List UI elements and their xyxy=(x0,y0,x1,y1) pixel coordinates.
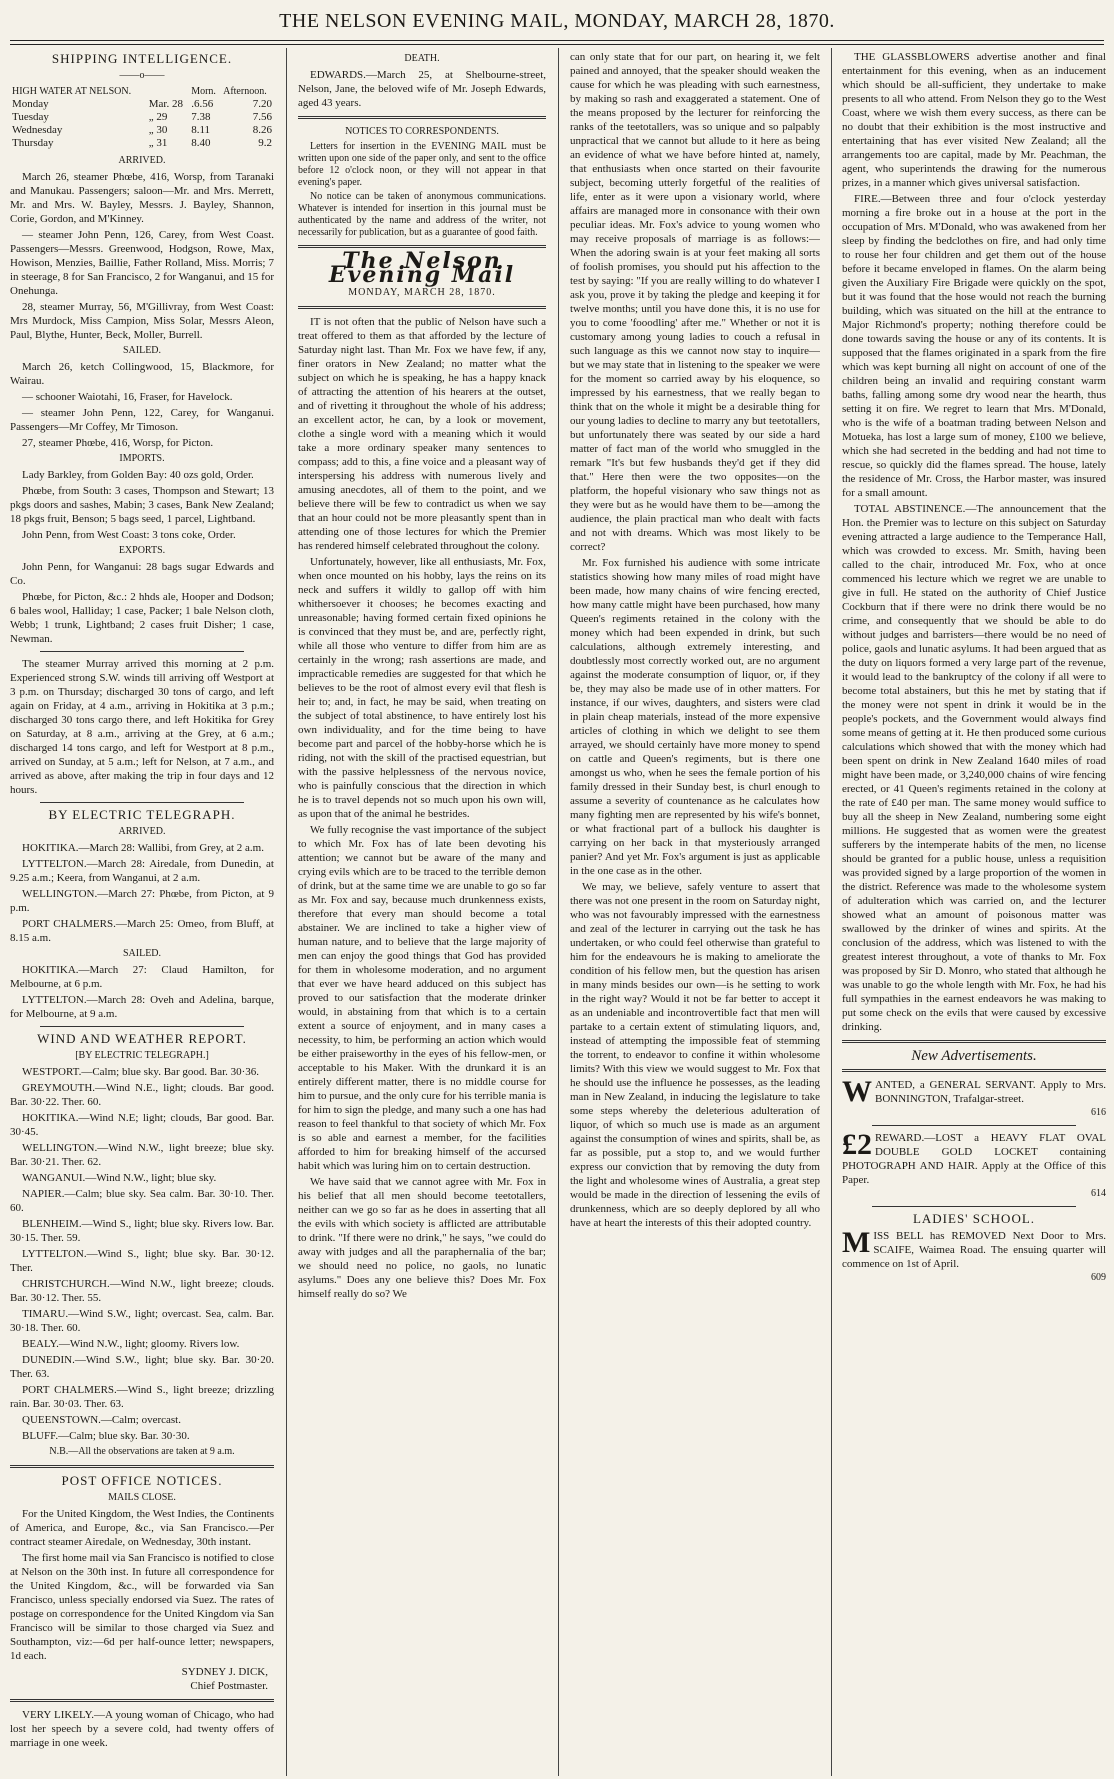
paper-nameplate: The Nelson Evening Mail xyxy=(328,248,516,288)
arrived-entry: — steamer John Penn, 126, Carey, from West Coast. Passengers—Messrs. Greenwood, Hodgson, Rowe, Max, Howison, Menzies, Baillie, Father Rolland, Miss. Morris; 7 in steerage, 8 for San Francisco, 2 for Wanganui, and 15 for Onehunga. xyxy=(10,229,274,297)
telegraph-arrived-heading: ARRIVED. xyxy=(118,826,166,837)
weather-subtitle: [BY ELECTRIC TELEGRAPH.] xyxy=(75,1050,209,1061)
wanted-advertisement xyxy=(842,1075,1106,1120)
arrived-heading: ARRIVED. xyxy=(118,155,166,166)
double-rule xyxy=(298,116,546,119)
export-entry: Phœbe, for Picton, &c.: 2 hhds ale, Hooper and Dodson; 6 bales wool, Halliday; 1 case, Packer; 1 bale Nelson cloth, Webb; 1 trunk, Lightband; 2 cases fruit Disher; 1 case, Newman. xyxy=(10,591,274,645)
postmaster-title: Chief Postmaster. xyxy=(190,1680,268,1692)
divider xyxy=(40,1026,244,1027)
ornament: ——o—— xyxy=(119,70,165,81)
shipping-title: SHIPPING INTELLIGENCE. xyxy=(51,51,233,66)
arrived-entry: 28, steamer Murray, 56, M'Gillivray, from West Coast: Mrs Murdock, Miss Campion, Miss Solar, Messrs Aleon, Paul, Blythe, Hunter, Beck, Moller, Burrell. xyxy=(10,301,274,341)
sailed-entry: 27, steamer Phœbe, 416, Worsp, for Picton. xyxy=(22,437,214,449)
reward-text: REWARD.—LOST a HEAVY FLAT OVAL DOUBLE GOLD LOCKET containing PHOTOGRAPH AND HAIR. Apply at the Office of this Paper. xyxy=(842,1132,1106,1186)
notices-paragraph: No notice can be taken of anonymous communications. Whatever is intended for insertion in this journal must be authenticated by the name and address of the writer, not necessarily for publication, but as a guarantee of good faith. xyxy=(298,191,546,238)
drop-cap: M xyxy=(842,1226,871,1259)
death-notice: EDWARDS.—March 25, at Shelbourne-street, Nelson, Jane, the beloved wife of Mr. Joseph Edwards, aged 43 years. xyxy=(298,69,546,109)
weather-entry: TIMARU.—Wind S.W., light; overcast. Sea, calm. Bar. 30·18. Ther. 60. xyxy=(10,1308,274,1334)
double-rule xyxy=(10,1465,274,1468)
weather-entry: WELLINGTON.—Wind N.W., light breeze; blue sky. Bar. 30·21. Ther. 62. xyxy=(10,1142,274,1168)
column-rule xyxy=(558,48,559,1776)
telegraph-arrived-entry: PORT CHALMERS.—March 25: Omeo, from Bluff, at 8.15 a.m. xyxy=(10,918,274,944)
reward-advertisement xyxy=(842,1128,1106,1201)
divider xyxy=(40,802,244,803)
weather-entry: BLENHEIM.—Wind S., light; blue sky. Rivers low. Bar. 30·15. Ther. 59. xyxy=(10,1218,274,1244)
tide-heading: HIGH WATER AT NELSON. xyxy=(12,86,132,97)
weather-entry: GREYMOUTH.—Wind N.E., light; clouds. Bar good. Bar. 30·22. Ther. 60. xyxy=(10,1082,274,1108)
tide-row: Thursday „ 31 8.40 9.2 xyxy=(12,137,272,149)
double-rule xyxy=(842,1069,1106,1072)
postmaster-signature: SYDNEY J. DICK, xyxy=(181,1666,268,1678)
sailed-entry: — schooner Waiotahi, 16, Fraser, for Havelock. xyxy=(22,391,233,403)
post-subtitle: MAILS CLOSE. xyxy=(108,1492,176,1503)
double-rule xyxy=(10,1699,274,1702)
telegraph-sailed-entry: LYTTELTON.—March 28: Oveh and Adelina, barque, for Melbourne, at 9 a.m. xyxy=(10,994,274,1020)
divider xyxy=(872,1206,1076,1207)
double-rule xyxy=(842,1040,1106,1043)
leader-paragraph: Mr. Fox furnished his audience with some intricate statistics showing how many miles of road might have been made, how many chains of wire fencing erected, how many cattle might have been purchased, how many Queen's regiments retained in the colony with the money which had been expended in drink, but such calculations, although extremely interesting, and doubtlessly most correctly worked out, are no argument against the moderate consumption of liquor, or, if they be, they may also be made use of in other matters. For instance, if our wives, daughters, and sisters were clad in plain cheap materials, instead of the more expensive articles of clothing in which we delight to see them arrayed, we should certainly have more money to spend on cattle and Queen's regiments, but is there one amongst us who, when he sees the female portion of his family dressed in their Sunday best, is churl enough to assume a severity of countenance as he calculates how many fighting men are represented by his wife's bonnet, or what fractional part of a bullock his daughter is carrying on her back in that mysteriously arranged panier? And yet Mr. Fox's argument is just as applicable in the one case as in the other. xyxy=(570,557,820,877)
telegraph-arrived-entry: WELLINGTON.—March 27: Phœbe, from Picton, at 9 p.m. xyxy=(10,888,274,914)
masthead: THE NELSON EVENING MAIL, MONDAY, MARCH 28, 1870. xyxy=(279,10,835,32)
weather-entry: PORT CHALMERS.—Wind S., light breeze; drizzling rain. Bar. 30·03. Ther. 63. xyxy=(10,1384,274,1410)
leader-paragraph: We may, we believe, safely venture to assert that there was not one present in the room on Saturday night, who was not favourably impressed with the earnestness and zeal of the lecturer in carrying out the task he has undertaken, or who could feel otherwise than grateful to him for the endeavours he is making to ameliorate the condition of his fellow men, but the question has arisen in many minds besides our own—is he setting to work in the right way? Would it not be far better to accept it as an undeniable and incontrovertible fact that men will partake to a certain extent of stimulating liquors, and, instead of attempting the impossible feat of stemming the torrent, to endeavor to confine it within wholesome limits? With this view we would suggest to Mr. Fox that he should use the influence he possesses, as the leading man in New Zealand, in inducing the legislature to take some steps whereby the deleterious adulteration of liquor, of which so much use is made as an argument against the consumption of wines and spirits, shall be, as far as possible, put a stop to, and we would further express our conviction that by removing the duty from the light and wholesome wines of Australia, a great step would be made in the direction of lessening the evils of drunkenness, which are so deeply deplored by all who have at heart the interests of this their adopted country. xyxy=(570,881,820,1229)
leader-paragraph: IT is not often that the public of Nelson have such a treat offered to them as that afforded by the lecture of Saturday night last. Than Mr. Fox we have few, if any, finer orators in New Zealand; no matter what the subject on which he is speaking, he has a happy knack of attracting the attention of his hearers at the outset, and of rivetting it throughout the whole of his address; an excellent actor, he can, by a look or movement, clothe a single word with a meaning which it would take a more ordinary speaker many sentences to compass; add to this, a fine voice and a pleasant way of interspersing his address with numerous lively and amusing anecdotes, all of them to the point, and we believe there will be few to contradict us when we say that an hour could not be more pleasantly spent than in attending one of those lectures for which the Premier has rendered himself celebrated throughout the colony. xyxy=(298,316,546,552)
sailed-heading: SAILED. xyxy=(122,345,162,356)
tide-table xyxy=(10,85,274,150)
ad-number: 616 xyxy=(1091,1107,1106,1118)
weather-entry: LYTTELTON.—Wind S., light; blue sky. Bar. 30·12. Ther. xyxy=(10,1248,274,1274)
post-title: POST OFFICE NOTICES. xyxy=(61,1473,223,1488)
very-likely-paragraph: VERY LIKELY.—A young woman of Chicago, who had lost her speech by a severe cold, had twenty offers of marriage in one week. xyxy=(10,1709,274,1749)
tide-col-morn: Morn. xyxy=(191,86,216,97)
notices-paragraph: Letters for insertion in the EVENING MAIL must be written upon one side of the paper only, and sent to the office before 12 o'clock noon, or they will not appear in that evening's paper. xyxy=(298,141,546,188)
column-4 xyxy=(842,50,1106,1775)
weather-entry: WANGANUI.—Wind N.W., light; blue sky. xyxy=(22,1172,217,1184)
telegraph-sailed-heading: SAILED. xyxy=(122,948,162,959)
post-paragraph: The first home mail via San Francisco is notified to close at Nelson on the 30th inst. In future all correspondence for the United Kingdom, &c., will be forwarded via San Francisco, unless specially endorsed via Suez. The rates of postage on correspondence for the United Kingdom via San Francisco will be similar to those charged via Suez and Southampton, viz:—6d per half-ounce letter; newspapers, 1d each. xyxy=(10,1552,274,1662)
glassblowers-paragraph: THE GLASSBLOWERS advertise another and final entertainment for this evening, when as an inducement which should be all-sufficient, they undertake to make presents to all who attend. From Nelson they go to the West Coast, where we wish them every success, as there can be no doubt that their exhibition is the most instructive and entertaining that has ever visited New Zealand; all the arrangements too are capital, made by Mr. Peachman, the agent, who superintends the drawing for the numerous prizes, in a manner which gives universal satisfaction. xyxy=(842,51,1106,189)
exports-heading: EXPORTS. xyxy=(118,545,166,556)
import-entry: Phœbe, from South: 3 cases, Thompson and Stewart; 13 pkgs doors and sashes, Mabin; 3 cases, Bank New Zealand; 18 pkgs fruit, Benson; 5 bags seed, 1 parcel, Lightband. xyxy=(10,485,274,525)
tide-row: Monday Mar. 28 .6.56 7.20 xyxy=(12,98,272,110)
masthead-rule xyxy=(10,40,1104,41)
weather-title: WIND AND WEATHER REPORT. xyxy=(37,1031,247,1046)
ladies-school-heading: LADIES' SCHOOL. xyxy=(912,1211,1036,1226)
telegraph-arrived-entry: LYTTELTON.—March 28: Airedale, from Dunedin, at 9.25 a.m.; Keera, from Wanganui, at 2 a.m. xyxy=(10,858,274,884)
tide-col-afternoon: Afternoon. xyxy=(223,86,267,97)
weather-entry: QUEENSTOWN.—Calm; overcast. xyxy=(22,1414,181,1426)
weather-entry: WESTPORT.—Calm; blue sky. Bar good. Bar. 30·36. xyxy=(22,1066,260,1078)
new-advertisements-heading: New Advertisements. xyxy=(911,1048,1037,1064)
fire-paragraph: FIRE.—Between three and four o'clock yesterday morning a fire broke out in a house at the port in the occupation of Mrs. M'Donald, who was awakened from her sleep by finding the bedclothes on fire, and had only time to rouse her four children and get them out of the house before it became enveloped in flames. On the alarm being given the Auxiliary Fire Brigade were quickly on the spot, but it was found that the hose would not reach the burning building, which was situated on the hill at the entrance to Major Richmond's property; nothing therefore could be done towards saving the house or any of its contents. It is supposed that the flames originated in a spark from the fire which was kept burning all night on account of one of the children being an invalid and requiring constant warm baths, falling among some dry wood near the hearth, thus setting it on fire. We regret to learn that Mrs. M'Donald, who is the wife of a boatman trading between Nelson and Motueka, has lost a large sum of money, £100 we believe, which she had secreted in the bedding and had not time to rescue, so quickly did the flames spread. The house, lately the residence of Mr. Cross, the Harbor master, was insured for a small amount. xyxy=(842,193,1106,499)
leader-paragraph: Unfortunately, however, like all enthusiasts, Mr. Fox, when once mounted on his hobby, lays the reins on its neck and suffers it wildly to gallop off with him whithersoever it chooses; he becomes exacting and unreasonable; having formed certain fixed opinions he is convinced that they must be, and are, perfectly right, while all those who venture to differ from him are as certainly in the wrong; rash assertions are made, and impracticable remedies are suggested for that which he believes to be the root of almost every evil that flesh is heir to; and, in fact, he may be said, when treating on the subject of total abstinence, to have entirely lost his own individuality, and for the time being to have become part and parcel of the hobby-horse which he is riding, not with the skill of the practised equestrian, but with the passive helplessness of the nervous novice, who is painfully conscious that the direction in which he is to travel depends not so much upon his own will, as upon that of the animal he bestrides. xyxy=(298,556,546,820)
imports-heading: IMPORTS. xyxy=(119,453,165,464)
telegraph-sailed-entry: HOKITIKA.—March 27: Claud Hamilton, for Melbourne, at 6 p.m. xyxy=(10,964,274,990)
column-rule xyxy=(831,48,832,1776)
school-text: ISS BELL has REMOVED Next Door to Mrs. SCAIFE, Waimea Road. The ensuing quarter will commence on 1st of April. xyxy=(842,1230,1106,1270)
divider xyxy=(40,651,244,652)
sailed-entry: March 26, ketch Collingwood, 15, Blackmore, for Wairau. xyxy=(10,361,274,387)
tide-row: Wednesday „ 30 8.11 8.26 xyxy=(12,124,272,136)
weather-entry: CHRISTCHURCH.—Wind N.W., light breeze; clouds. Bar. 30·12. Ther. 55. xyxy=(10,1278,274,1304)
double-rule xyxy=(298,306,546,309)
post-paragraph: For the United Kingdom, the West Indies, the Continents of America, and Europe, &c., via San Francisco.—Per contract steamer Airedale, on Wednesday, 30th instant. xyxy=(10,1508,274,1548)
leader-paragraph: We have said that we cannot agree with Mr. Fox in his belief that all men should become teetotallers, neither can we go so far as he does in asserting that all the evils with which society is afflicted are attributable to drink. "If there were no drink," he says, "we could do away with judges and all the paraphernalia of the bar; we should need no police, no gaols, no lunatic asylums." Does any one believe this? Does Mr. Fox himself really do so? We xyxy=(298,1176,546,1300)
column-2 xyxy=(298,50,546,1775)
tide-row: Tuesday „ 29 7.38 7.56 xyxy=(12,111,272,123)
death-title: DEATH. xyxy=(404,53,440,64)
sailed-entry: — steamer John Penn, 122, Carey, for Wanganui. Passengers—Mr Coffey, Mr Timoson. xyxy=(10,407,274,433)
weather-entry: BEALY.—Wind N.W., light; gloomy. Rivers low. xyxy=(22,1338,240,1350)
divider xyxy=(872,1125,1076,1126)
telegraph-arrived-entry: HOKITIKA.—March 28: Wallibi, from Grey, at 2 a.m. xyxy=(22,842,264,854)
column-rule xyxy=(286,48,287,1776)
drop-cap: £2 xyxy=(842,1128,872,1161)
school-advertisement xyxy=(842,1226,1106,1285)
export-entry: John Penn, for Wanganui: 28 bags sugar Edwards and Co. xyxy=(10,561,274,587)
column-3 xyxy=(570,50,820,1775)
notices-title: NOTICES TO CORRESPONDENTS. xyxy=(345,126,499,137)
weather-note: N.B.—All the observations are taken at 9 a.m. xyxy=(49,1446,235,1457)
weather-entry: HOKITIKA.—Wind N.E; light; clouds, Bar good. Bar. 30·45. xyxy=(10,1112,274,1138)
leader-continued: can only state that for our part, on hearing it, we felt pained and annoyed, that the speaker should weaken the cause for which he was pleading with such earnestness, by making so rash and exaggerated a statement. One of the means proposed by the lecturer for reinforcing the ranks of the teetotallers, was so unique and so palpably unpractical that we cannot but allude to it here as being an evidence of what we have before hinted at, namely, that enthusiasts when once started on their favourite subject, becoming utterly forgetful of the realities of life, enter as it were upon a visionary world, where affairs are managed more in consonance with their own peculiar ideas. Mr. Fox's advice to young women who may receive proposals of marriage is as follows:—When the adoring swain is at your feet making all sorts of foolish promises, you should put his affection to the test by saying: "If you are really willing to do whatever I ask you, prove it by taking the pledge and keeping it for twelve months; until you have done this, it is no use for you to come 'fooodling' after me." Whether or not it is customary among young ladies to couch a refusal in such language as this we cannot now stay to inquire—but we may state that in listening to the speaker we were for the moment so carried away by his eloquence, so impressed by his earnestness, that we really began to think that on the whole it might be a desirable thing for our young ladies to decline to marry any but teetotallers, but unfortunately there was seated by our side a hard matter of fact man of the world who smuggled in the remark "It's but few husbands they'd get if they did that." Here then were the two opposites—on the platform, the hopeful visionary who saw things not as they were but as he would have them to be—among the audience, the plain practical man who dealt with facts and not with dreams. Which was most likely to be correct? xyxy=(570,51,820,553)
leader-paragraph: We fully recognise the vast importance of the subject to which Mr. Fox has of late been devoting his attention; we cannot but be aware of the many and crying evils which are to be traced to the terrible demon of drink, but at the same time we are unable to go so far as Mr. Fox and say, because much drunkenness exists, therefore that every man should become a total abstainer. We are inclined to take a higher view of human nature, and to believe that the large majority of men can enjoy the good things that God has provided for them in wholesome moderation, and no argument that ever we have heard adduced on this subject has proved to our satisfaction that the moderate drinker would, in abstaining from that which is to a certain extent a source of enjoyment, and in many cases a necessity, to him, be performing an action which would be either praiseworthy in the eyes of his fellow-men, or acceptable to his Maker. With the drunkard it is an entirely different matter, there is no middle course for him to pursue, and the only cure for his terrible mania is for him to sign the pledge, and many such a one has had reason to feel thankful to that society of which Mr. Fox is so able and earnest a member, for the facilities afforded to him for breaking himself of the accursed habit which was luring him on to certain destruction. xyxy=(298,824,546,1172)
masthead-rule-2 xyxy=(10,44,1104,45)
murray-note: The steamer Murray arrived this morning at 2 p.m. Experienced strong S.W. winds till arriving off Westport at 3 p.m. on Thursday; discharged 30 tons of cargo, and left again on Friday, at 4 a.m., arriving in Hokitika at 3 p.m.; discharged 30 tons cargo there, and left Hokitika for Grey on Saturday, at 8 a.m., arriving at the Grey, at 6 a.m.; discharged 14 tons cargo, and left for Westport at 8 p.m., arrived on Sunday, at 5 a.m.; left for Nelson, at 7 a.m., and arrived as above, after making the trip in four days and 12 hours. xyxy=(10,658,274,796)
telegraph-title: BY ELECTRIC TELEGRAPH. xyxy=(48,807,236,822)
import-entry: John Penn, from West Coast: 3 tons coke, Order. xyxy=(22,529,236,541)
arrived-entry: March 26, steamer Phœbe, 416, Worsp, from Taranaki and Manukau. Passengers; saloon—Mr. and Mrs. Merrett, Mr. and Mrs. W. Bayley, Messrs. J. Bayley, Shannon, Corie, Gordon, and M'Kinney. xyxy=(10,171,274,225)
weather-entry: NAPIER.—Calm; blue sky. Sea calm. Bar. 30·10. Ther. 60. xyxy=(10,1188,274,1214)
column-1 xyxy=(10,50,274,1775)
total-abstinence-paragraph: TOTAL ABSTINENCE.—The announcement that the Hon. the Premier was to lecture on this subject on Saturday evening attracted a large audience to the Temperance Hall, which was crowded to excess. Mr. Smith, having been called to the chair, introduced Mr. Fox, who at once commenced his lecture which we regret we are unable to give in full. He stated on the authority of Chief Justice Cockburn that if there were no drink there would be no crime, and consequently that we should be able to do without judges and barristers—there would be no need of police, gaols and lunatic asylums. It had been argued that as the duty on liquors formed a very large part of the revenue, it would lead to the bankruptcy of the colony if all were to become total abstainers, but this he met by stating that if the money were not spent in drink it would be in the people's pockets, and the Government would always find some means of getting at it. He then produced some curious calculations which showed that with the money which had been spent on drink in New Zealand 1640 miles of road might have been made, or 3,240,000 chains of wire fencing erected, or 41 Queen's regiments retained in the colony at the rate of £40 per man. The same money would suffice to buy all the sheep in New Zealand, numbering some eight millions. He suggested that as women were the greatest sufferers by the intemperate habits of the men, no license should be granted for a public house, unless a requisition was provided signed by a large proportion of the women in the district. Reference was made to the wholesome system of adulteration which was carried on, and the lecturer showed what an amount of poisonous matter was swallowed by the drinker of wines and spirits. At the conclusion of the address, which was listened to with the greatest interest throughout, a vote of thanks to Mr. Fox was proposed by Sir D. Monro, who stated that although he was unable to go the whole length with Mr. Fox, he had his full sympathies in the earnest endeavors he was making to put some check on the evils that were caused by excessive drinking. xyxy=(842,503,1106,1033)
wanted-text: ANTED, a GENERAL SERVANT. Apply to Mrs. BONNINGTON, Trafalgar-street. xyxy=(875,1079,1106,1105)
ad-number: 609 xyxy=(1091,1272,1106,1283)
ad-number: 614 xyxy=(1091,1188,1106,1199)
weather-entry: DUNEDIN.—Wind S.W., light; blue sky. Bar. 30·20. Ther. 63. xyxy=(10,1354,274,1380)
weather-entry: BLUFF.—Calm; blue sky. Bar. 30·30. xyxy=(22,1430,190,1442)
import-entry: Lady Barkley, from Golden Bay: 40 ozs gold, Order. xyxy=(22,469,254,481)
drop-cap: W xyxy=(842,1075,872,1108)
leader-date: MONDAY, MARCH 28, 1870. xyxy=(348,287,496,298)
